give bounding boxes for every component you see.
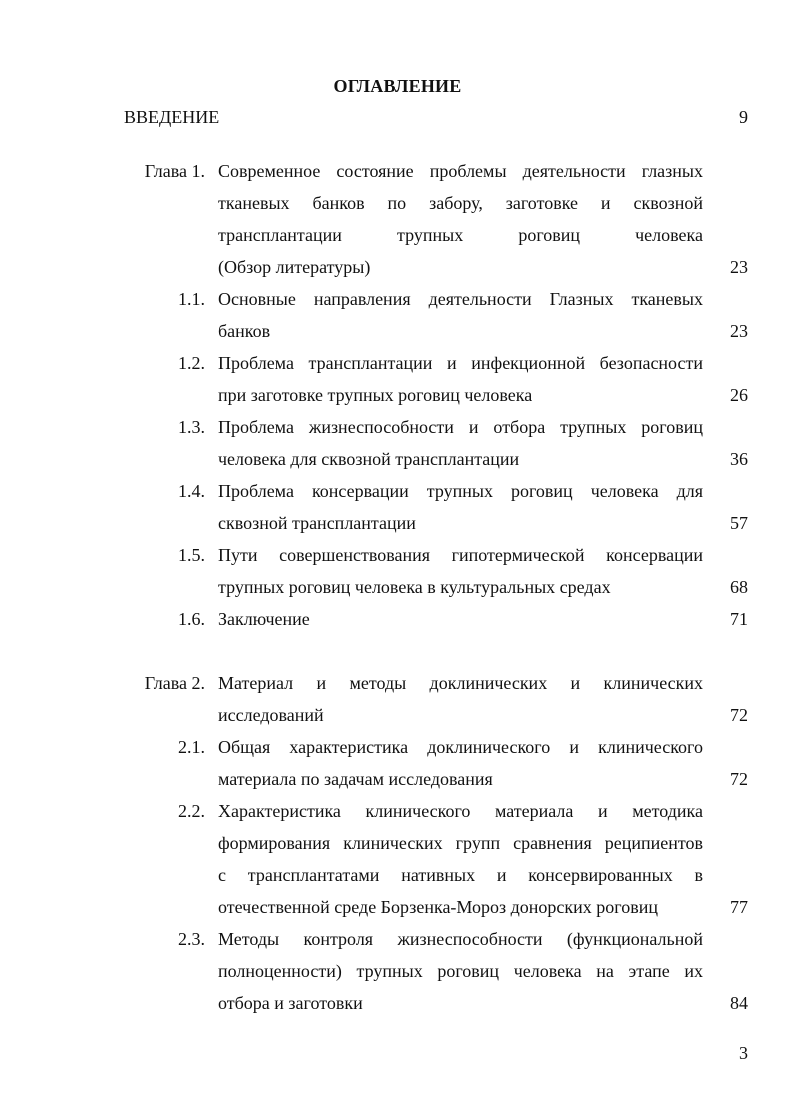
toc-entry-number: Глава 2. bbox=[144, 673, 205, 693]
toc-entry-number: 1.5. bbox=[178, 545, 205, 565]
toc-entry-title bbox=[218, 731, 703, 795]
toc-entry-line: банков bbox=[218, 321, 271, 341]
toc-entry-line: формирования клинических групп сравнения реципиентов bbox=[218, 833, 703, 853]
toc-entry-number: Глава 1. bbox=[144, 161, 205, 181]
toc-entry-line: полноценности) трупных роговиц человека на этапе их bbox=[218, 961, 703, 981]
toc-entry-line: Проблема трансплантации и инфекционной безопасности bbox=[218, 353, 703, 373]
toc-entry-title bbox=[218, 795, 703, 923]
toc-entry-line: при заготовке трупных роговиц человека bbox=[218, 385, 533, 405]
toc-entry-number: 2.3. bbox=[178, 929, 205, 949]
toc-entry-line: Пути совершенствования гипотермической консервации bbox=[218, 545, 703, 565]
intro-page-number: 9 bbox=[739, 107, 748, 127]
toc-entry-page: 72 bbox=[730, 705, 748, 725]
toc-entry-line: исследований bbox=[218, 705, 324, 725]
toc-entry-number: 1.1. bbox=[178, 289, 205, 309]
page-number: 3 bbox=[739, 1043, 748, 1063]
toc-entry-page: 77 bbox=[730, 897, 748, 917]
toc-entry-line: отбора и заготовки bbox=[218, 993, 363, 1013]
toc-entry-line: тканевых банков по забору, заготовке и сквозной bbox=[218, 193, 703, 213]
toc-entry-number: 1.3. bbox=[178, 417, 205, 437]
toc-entry-line: сквозной трансплантации bbox=[218, 513, 416, 533]
toc-entry-page: 26 bbox=[730, 385, 748, 405]
toc-entry-page: 68 bbox=[730, 577, 748, 597]
toc-entry-title bbox=[218, 603, 703, 635]
toc-entry-line: Заключение bbox=[218, 609, 310, 629]
toc-entry-page: 23 bbox=[730, 257, 748, 277]
toc-entry-page: 84 bbox=[730, 993, 748, 1013]
toc-entry-line: Характеристика клинического материала и методика bbox=[218, 801, 703, 821]
toc-entry-line: трупных роговиц человека в культуральных средах bbox=[218, 577, 611, 597]
toc-entry-page: 23 bbox=[730, 321, 748, 341]
toc-entry-page: 72 bbox=[730, 769, 748, 789]
toc-entry-line: Проблема консервации трупных роговиц человека для bbox=[218, 481, 703, 501]
intro-label: ВВЕДЕНИЕ bbox=[124, 107, 220, 127]
toc-entry-line: человека для сквозной трансплантации bbox=[218, 449, 520, 469]
toc-entry-title bbox=[218, 283, 703, 347]
toc-entry-page: 71 bbox=[730, 609, 748, 629]
toc-entry-title bbox=[218, 539, 703, 603]
toc-entry-line: трансплантации трупных роговиц человека bbox=[218, 225, 703, 245]
toc-entry-line: Общая характеристика доклинического и клинического bbox=[218, 737, 703, 757]
toc-entry-number: 1.6. bbox=[178, 609, 205, 629]
toc-entry-number: 1.2. bbox=[178, 353, 205, 373]
toc-entry-number: 2.1. bbox=[178, 737, 205, 757]
toc-entry-page: 57 bbox=[730, 513, 748, 533]
toc-entry-line: с трансплантатами нативных и консервированных в bbox=[218, 865, 703, 885]
toc-entry-title bbox=[218, 347, 703, 411]
toc-entry-line: Материал и методы доклинических и клинических bbox=[218, 673, 703, 693]
toc-entry-line: Основные направления деятельности Глазных тканевых bbox=[218, 289, 703, 309]
toc-entry-line: Современное состояние проблемы деятельности глазных bbox=[218, 161, 703, 181]
toc-entry-line: отечественной среде Борзенка-Мороз донорских роговиц bbox=[218, 897, 658, 917]
page-title: ОГЛАВЛЕНИЕ bbox=[333, 76, 462, 96]
toc-entry-title bbox=[218, 411, 703, 475]
toc-entry-line: материала по задачам исследования bbox=[218, 769, 493, 789]
toc-entry-line: Проблема жизнеспособности и отбора трупных роговиц bbox=[218, 417, 703, 437]
toc-entry-title bbox=[218, 475, 703, 539]
toc-entry-title bbox=[218, 923, 703, 1019]
toc-entry-title bbox=[218, 667, 703, 731]
toc-entry-page: 36 bbox=[730, 449, 748, 469]
toc-entry-number: 2.2. bbox=[178, 801, 205, 821]
toc-entry-line: Методы контроля жизнеспособности (функциональной bbox=[218, 929, 703, 949]
toc-entry-line: (Обзор литературы) bbox=[218, 257, 371, 277]
toc-entry-number: 1.4. bbox=[178, 481, 205, 501]
toc-entry-title bbox=[218, 155, 703, 283]
